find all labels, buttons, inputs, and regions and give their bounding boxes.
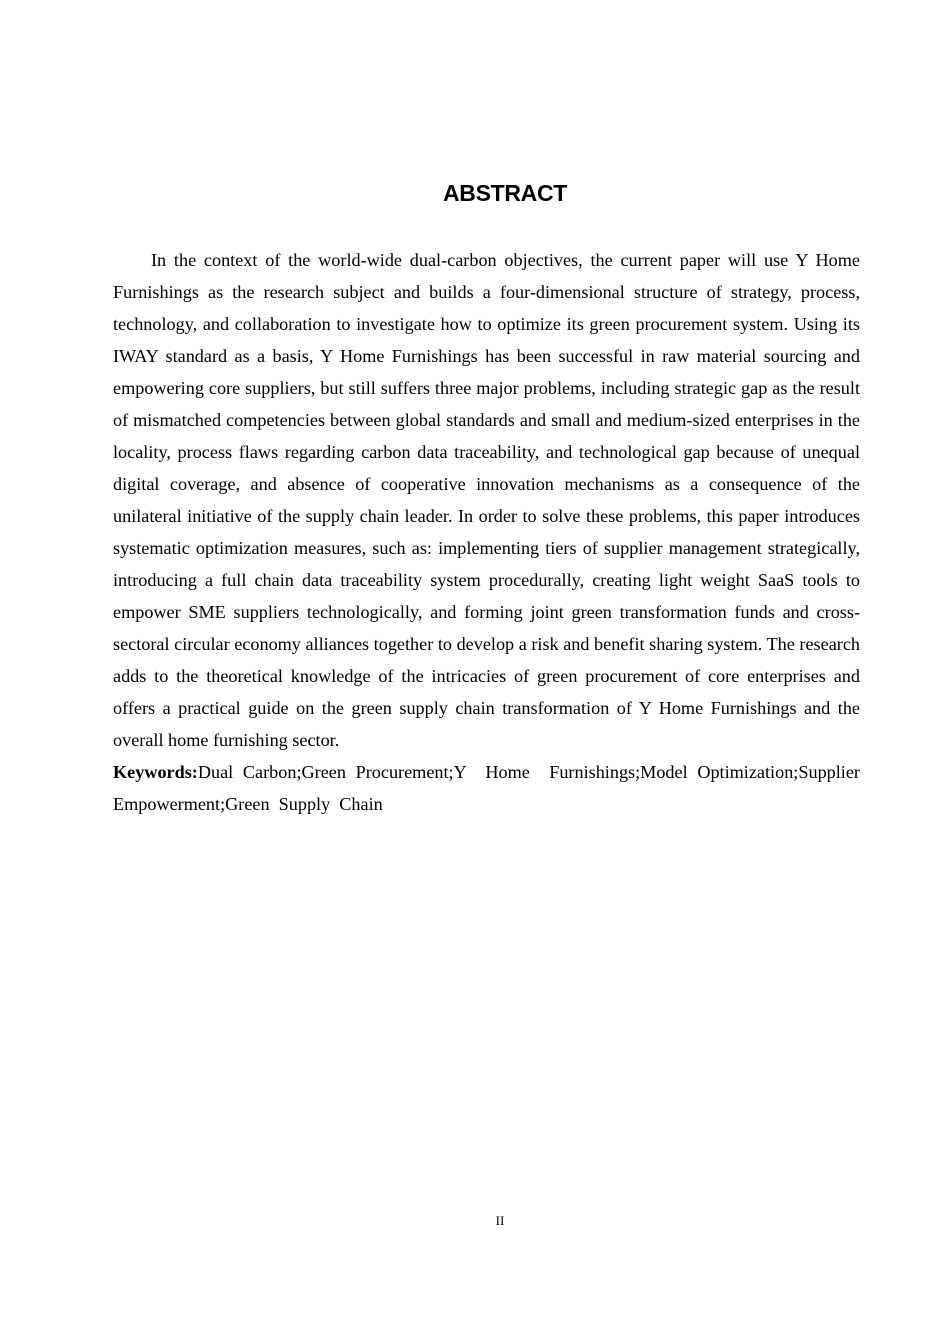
keywords-line — [113, 756, 865, 820]
page-number: II — [495, 1213, 505, 1228]
abstract-paragraph: In the context of the world-wide dual-carbon objectives, the current paper will use Y Home Furnishings as the research subject and builds a four-dimensional structure of strategy, process, technology, and collaboration to investigate how to optimize its green procurement system. Using its IWAY standard as a basis, Y Home Furnishings has been successful in raw material sourcing and empowering core suppliers, but still suffers three major problems, including strategic gap as the result of mismatched competencies between global standards and small and medium-sized enterprises in the locality, process flaws regarding carbon data traceability, and technological gap because of unequal digital coverage, and absence of cooperative innovation mechanisms as a consequence of the unilateral initiative of the supply chain leader. In order to solve these problems, this paper introduces systematic optimization measures, such as: implementing tiers of supplier management strategically, introducing a full chain data traceability system procedurally, creating light weight SaaS tools to empower SME suppliers technologically, and forming joint green transformation funds and cross-sectoral circular economy alliances together to develop a risk and benefit sharing system. The research adds to the theoretical knowledge of the intricacies of green procurement of core enterprises and offers a practical guide on the green supply chain transformation of Y Home Furnishings and the overall home furnishing sector. — [113, 250, 860, 750]
keywords-label: Keywords: — [113, 762, 198, 782]
keywords-list: Dual Carbon;Green Procurement;Y Home Furnishings;Model Optimization;Supplier Empowerment;Green Supply Chain — [113, 762, 865, 814]
abstract-body — [113, 244, 865, 820]
abstract-title: ABSTRACT — [442, 180, 568, 206]
